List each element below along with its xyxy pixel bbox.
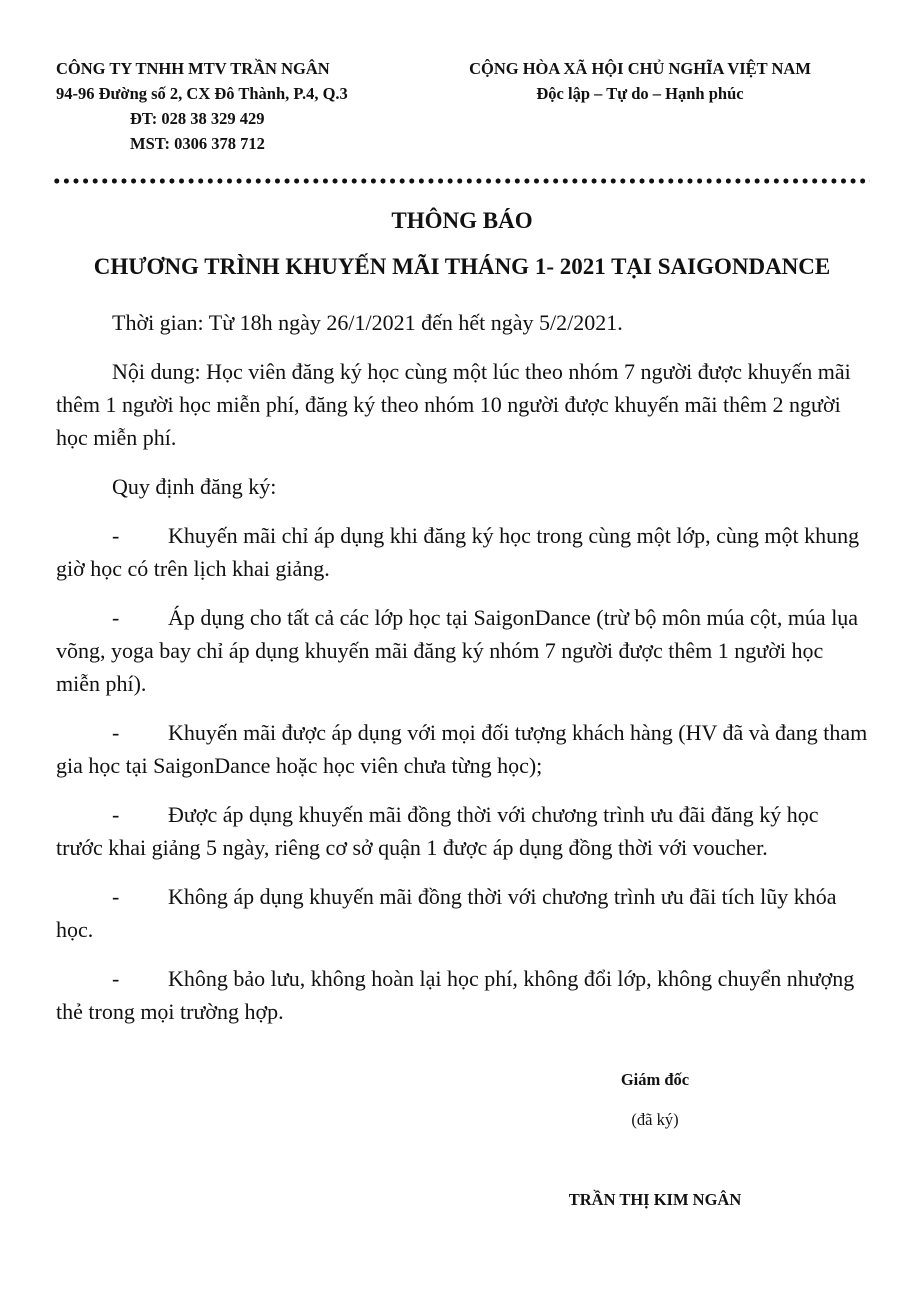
company-address: 94-96 Đường số 2, CX Đô Thành, P.4, Q.3 (56, 84, 348, 103)
national-header (420, 56, 860, 106)
rule-item (56, 962, 870, 1028)
rule-text: Khuyến mãi được áp dụng với mọi đối tượng khách hàng (HV đã và đang tham gia học tại SaigonDance hoặc học viên chưa từng học); (56, 720, 868, 778)
rule-dash: - (112, 605, 120, 630)
rule-text: Không áp dụng khuyến mãi đồng thời với chương trình ưu đãi tích lũy khóa học. (56, 884, 837, 942)
rule-item (56, 798, 870, 864)
time-paragraph: Thời gian: Từ 18h ngày 26/1/2021 đến hết ngày 5/2/2021. (112, 310, 623, 335)
nation-name: CỘNG HÒA XÃ HỘI CHỦ NGHĨA VIỆT NAM (469, 59, 811, 78)
signer-name: TRẦN THỊ KIM NGÂN (568, 1190, 742, 1209)
rule-dash: - (112, 884, 120, 909)
company-phone: ĐT: 028 38 329 429 (130, 109, 265, 128)
rule-dash: - (112, 802, 120, 827)
company-header (56, 56, 416, 156)
document-body (56, 306, 870, 1044)
rule-text: Áp dụng cho tất cả các lớp học tại SaigonDance (trừ bộ môn múa cột, múa lụa võng, yoga bay chỉ áp dụng khuyến mãi đăng ký nhóm 7 người được thêm 1 người học miễn phí). (56, 605, 859, 696)
rule-dash: - (112, 966, 120, 991)
rule-item (56, 519, 870, 585)
signature-note: (đã ký) (631, 1110, 679, 1129)
company-tax-code: MST: 0306 378 712 (130, 134, 265, 153)
rule-text: Không bảo lưu, không hoàn lại học phí, không đổi lớp, không chuyển nhượng thẻ trong mọi trường hợp. (56, 966, 855, 1024)
document-subtitle: CHƯƠNG TRÌNH KHUYẾN MÃI THÁNG 1- 2021 TẠI SAIGONDANCE (93, 254, 831, 279)
signer-role: Giám đốc (620, 1070, 690, 1089)
national-motto: Độc lập – Tự do – Hạnh phúc (536, 84, 744, 103)
company-name: CÔNG TY TNHH MTV TRẦN NGÂN (56, 59, 330, 78)
document-title: THÔNG BÁO (391, 208, 533, 233)
rule-item (56, 601, 870, 700)
rule-item (56, 716, 870, 782)
rule-item (56, 880, 870, 946)
rule-text: Khuyến mãi chỉ áp dụng khi đăng ký học trong cùng một lớp, cùng một khung giờ học có trên lịch khai giảng. (56, 523, 860, 581)
content-paragraph: Nội dung: Học viên đăng ký học cùng một lúc theo nhóm 7 người được khuyến mãi thêm 1 người học miễn phí, đăng ký theo nhóm 10 người được khuyến mãi thêm 2 người học miễn phí. (56, 359, 851, 450)
rule-dash: - (112, 523, 120, 548)
dotted-divider (52, 178, 870, 184)
rules-heading: Quy định đăng ký: (112, 474, 277, 499)
rule-text: Được áp dụng khuyến mãi đồng thời với chương trình ưu đãi đăng ký học trước khai giảng 5 ngày, riêng cơ sở quận 1 được áp dụng đồng thời với voucher. (56, 802, 819, 860)
rule-dash: - (112, 720, 120, 745)
